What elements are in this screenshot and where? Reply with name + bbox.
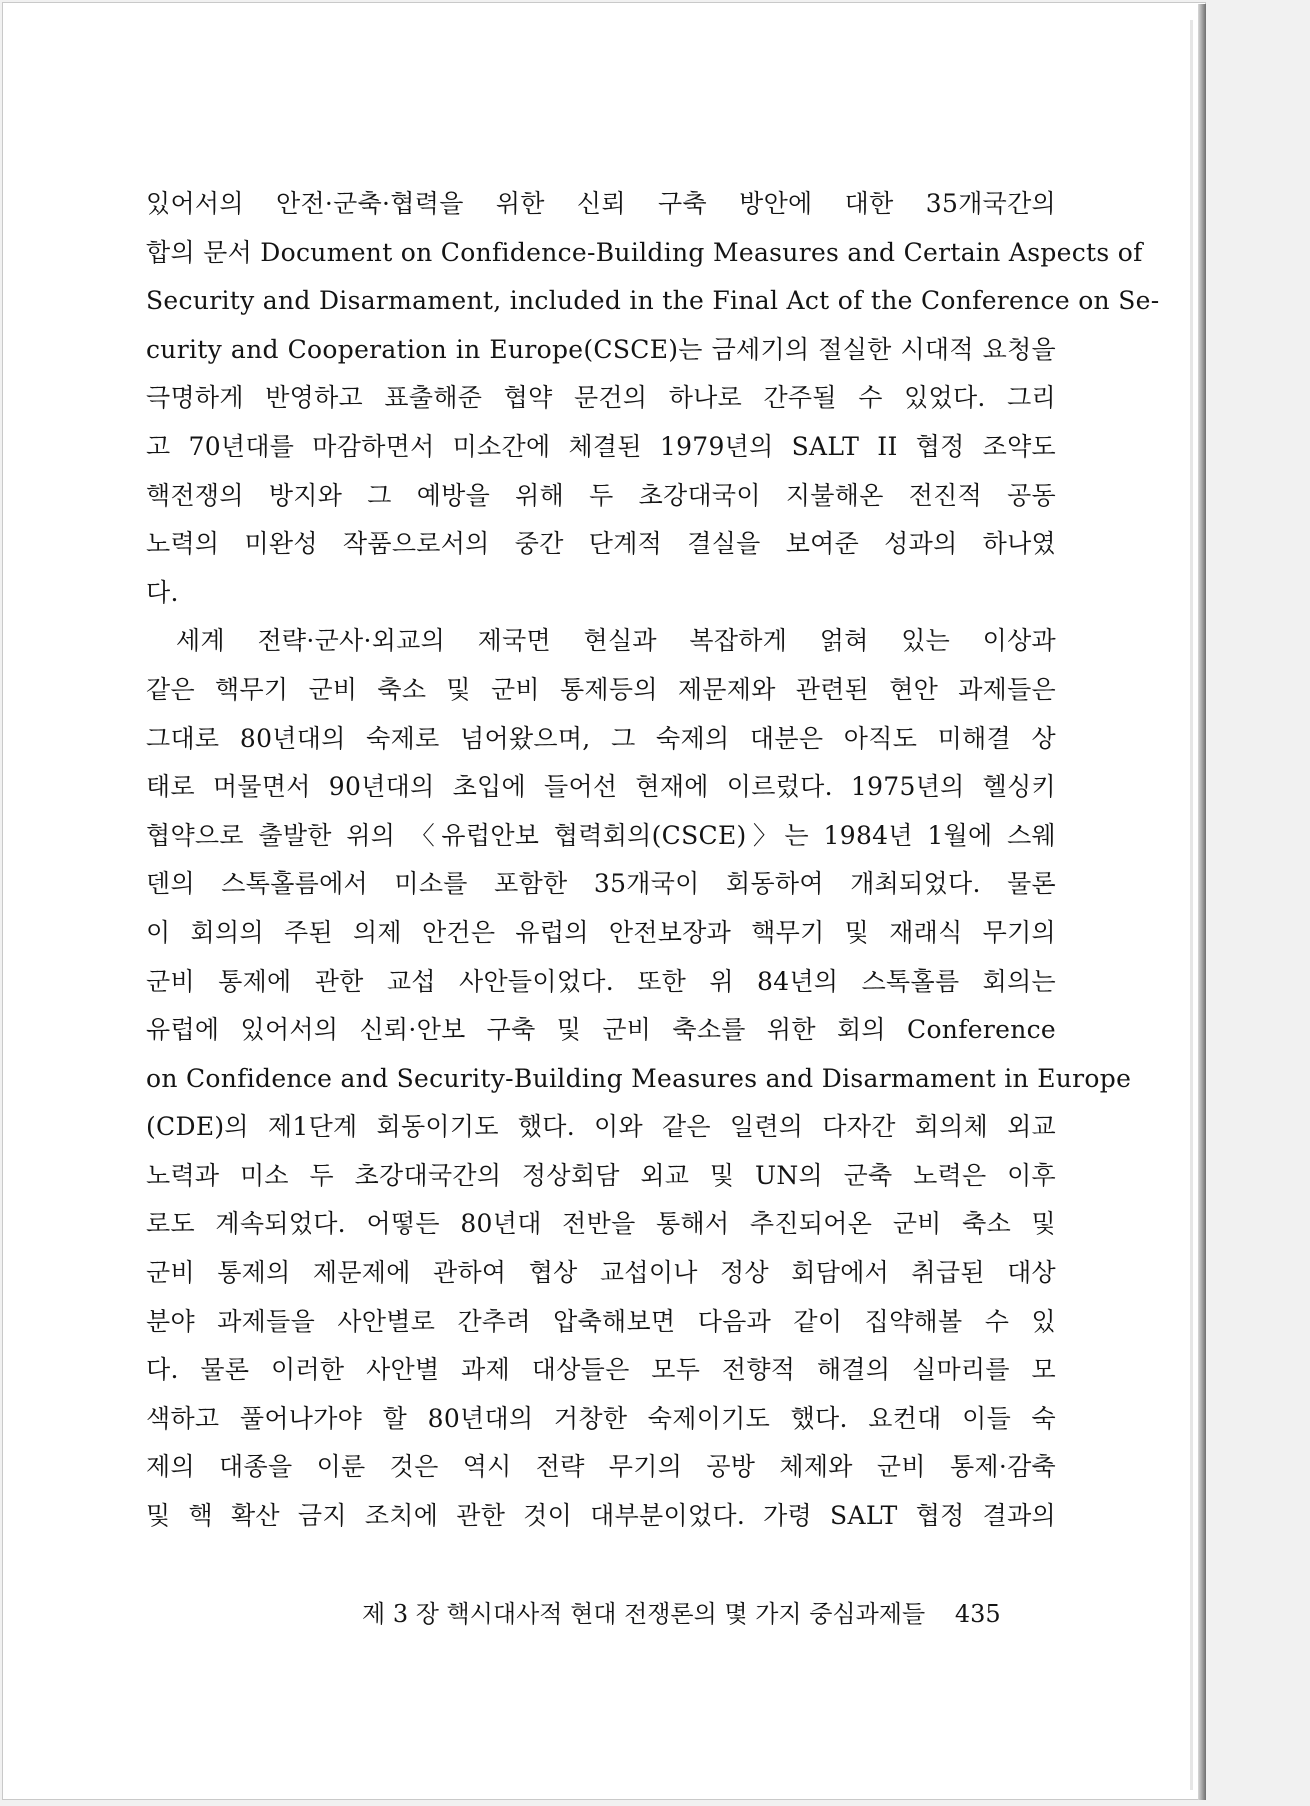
text-line: (CDE)의 제1단계 회동이기도 했다. 이와 같은 일련의 다자간 회의체 외교: [146, 1112, 1056, 1142]
text-line: 극명하게 반영하고 표출해준 협약 문건의 하나로 간주될 수 있었다. 그리: [146, 383, 1056, 413]
page-inner-edge: [1190, 20, 1193, 1790]
text-line: 노력의 미완성 작품으로서의 중간 단계적 결실을 보여준 성과의 하나였: [146, 529, 1056, 559]
text-line: 고 70년대를 마감하면서 미소간에 체결된 1979년의 SALT II 협정 조약도: [146, 431, 1056, 461]
text-line: 협약으로 출발한 위의 〈유럽안보 협력회의(CSCE)〉는 1984년 1월에 스웨: [146, 820, 1056, 850]
text-line: Security and Disarmament, included in the Final Act of the Conference on Se-: [146, 286, 1160, 316]
text-line: 합의 문서 Document on Confidence-Building Measures and Certain Aspects of: [146, 237, 1143, 267]
text-line: 다. 물론 이러한 사안별 과제 대상들은 모두 전향적 해결의 실마리를 모: [146, 1355, 1056, 1385]
text-line: 다.: [146, 577, 179, 607]
paragraph-1: [146, 180, 1160, 617]
body-text: [146, 180, 1160, 1541]
text-line: 핵전쟁의 방지와 그 예방을 위해 두 초강대국이 지불해온 전진적 공동: [146, 480, 1056, 510]
text-line: 노력과 미소 두 초강대국간의 정상회담 외교 및 UN의 군축 노력은 이후: [146, 1160, 1056, 1190]
page-number: 435: [954, 1600, 1001, 1628]
page-edge-shadow: [1198, 4, 1206, 1800]
paragraph-2: [146, 617, 1132, 1540]
text-line: on Confidence and Security-Building Measures and Disarmament in Europe: [146, 1063, 1132, 1093]
text-line: 제의 대종을 이룬 것은 역시 전략 무기의 공방 체제와 군비 통제·감축: [146, 1452, 1056, 1482]
text-line: 있어서의 안전·군축·협력을 위한 신뢰 구축 방안에 대한 35개국간의: [146, 189, 1056, 218]
text-line: 색하고 풀어나가야 할 80년대의 거창한 숙제이기도 했다. 요컨대 이들 숙: [146, 1403, 1056, 1433]
text-line: 그대로 80년대의 숙제로 넘어왔으며, 그 숙제의 대분은 아직도 미해결 상: [146, 723, 1056, 753]
running-title: 제 3 장 핵시대사적 현대 전쟁론의 몇 가지 중심과제들: [362, 1600, 926, 1628]
text-line: 군비 통제에 관한 교섭 사안들이었다. 또한 위 84년의 스톡홀름 회의는: [146, 966, 1056, 996]
text-line: 세계 전략·군사·외교의 제국면 현실과 복잡하게 얽혀 있는 이상과: [176, 626, 1056, 656]
text-line: 유럽에 있어서의 신뢰·안보 구축 및 군비 축소를 위한 회의 Conference: [146, 1015, 1056, 1045]
text-line: 덴의 스톡홀름에서 미소를 포함한 35개국이 회동하여 개최되었다. 물론: [146, 869, 1056, 899]
text-line: 로도 계속되었다. 어떻든 80년대 전반을 통해서 추진되어온 군비 축소 및: [146, 1209, 1056, 1239]
text-line: 같은 핵무기 군비 축소 및 군비 통제등의 제문제와 관련된 현안 과제들은: [146, 674, 1056, 704]
text-line: 군비 통제의 제문제에 관하여 협상 교섭이나 정상 회담에서 취급된 대상: [146, 1258, 1056, 1288]
text-line: 이 회의의 주된 의제 안건은 유럽의 안전보장과 핵무기 및 재래식 무기의: [146, 917, 1056, 947]
text-line: 태로 머물면서 90년대의 초입에 들어선 현재에 이르렀다. 1975년의 헬싱키: [146, 772, 1056, 802]
text-line: 분야 과제들을 사안별로 간추려 압축해보면 다음과 같이 집약해볼 수 있: [146, 1306, 1056, 1336]
text-line: 및 핵 확산 금지 조치에 관한 것이 대부분이었다. 가령 SALT 협정 결과의: [146, 1501, 1056, 1531]
text-line: curity and Cooperation in Europe(CSCE)는 금세기의 절실한 시대적 요청을: [146, 334, 1056, 364]
page-footer: [362, 1594, 1001, 1634]
